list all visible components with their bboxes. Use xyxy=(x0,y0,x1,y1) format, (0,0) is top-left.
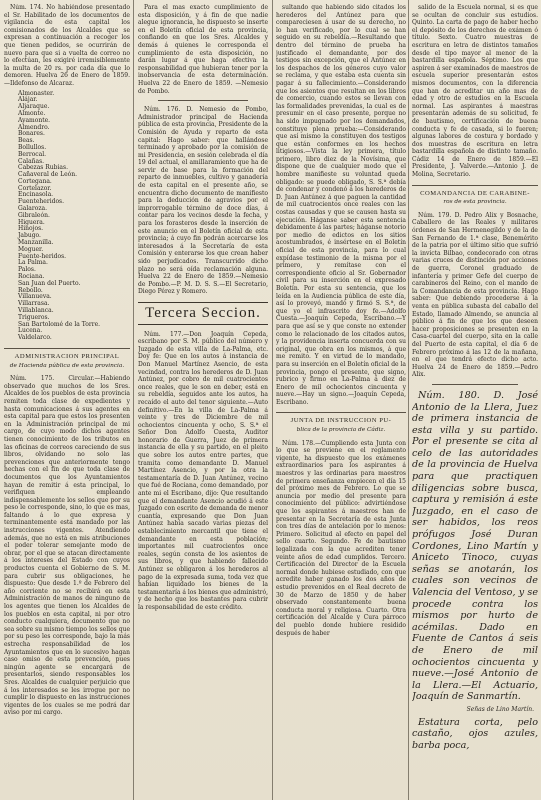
town-list-item: Moguer. xyxy=(18,245,44,253)
town-list-item: Higuera. xyxy=(18,218,45,226)
town-list xyxy=(4,91,130,342)
column-rule xyxy=(272,0,273,800)
town-list-item: Rociana. xyxy=(18,273,45,281)
town-list-item: Fuente-heridos. xyxy=(18,252,67,260)
town-list-item: Rebollo. xyxy=(18,286,43,294)
notice-176: Núm. 176. D. Nemesio de Pombo, Administrador principal de Hacienda pública de esta provincia, Presidente de la Comisión de Ayuda y reparto de esta capital: Hago saber: que hallándose terminado y aprobado por la comisión de mi Presidencia, en sesión celebrada el día 19 del actual, el amillaramiento que ha de servir de base para la formación del reparto de inmuebles, cultivo y ganadería de esta capital en el presente año, se encuentra dicho documento de manifiesto para la deducción de agravios por el improrrogable término de doce días, á contar para los vecinos desde la fecha, y para los forasteros desde la inserción de este anuncio en el Boletín oficial de esta provincia; á cuyo fin podrán acercarse los interesados á la Secretaría de esta Comisión y enterarse los que crean haber sido perjudicados. Transcurrido dicho plazo no será oída reclamación alguna. Huelva 22 de Enero de 1859.—Nemesio de Pombo.—P. M. D. S. S.—El Secretario, Diego Pérez y Romero. xyxy=(138,106,268,296)
town-list-item: Alájar. xyxy=(18,96,38,104)
town-list-item: San Bartolomé de la Torre. xyxy=(18,320,101,328)
section-banner: Tercera Seccion. xyxy=(138,302,268,325)
town-list-item: Cañaveral de León. xyxy=(18,171,78,179)
section-heading-junta: JUNTA DE INSTRUCCION PU- xyxy=(276,412,406,425)
notice-178: Núm. 178.—Cumpliendo esta Junta con lo que se previene en el reglamento vigente, ha dispuesto que los exámenes extraordinarios para los aspirantes á maestros y las ordinarias para maestros de primera enseñanza empiecen el día 15 del próximo mes de Febrero. Lo que se anuncia por medio del presente para conocimiento del público: advirtiéndose que los aspirantes á maestros han de presentar en la Secretaría de esta Junta con tres días de antelación por lo menos: Primero. Solicitud al efecto en papel del sello cuarto. Segundo. Fe de bautismo legalizada con la que acrediten tener veinte años de edad cumplidos. Tercero. Certificación del Director de la Escuela normal donde hubiese estudiado, con que acredite haber ganado los dos años de estudio prevenidos en el Real decreto de 30 de Marzo de 1850 y de haber observado constantemente buena conducta moral y religiosa. Cuarto. Otra certificación del Alcalde y Cura párroco del pueblo donde hubiere residido después de haber xyxy=(276,439,406,637)
description-text: Estatura corta, pelo castaño, ojos azules, barba poca, xyxy=(412,716,538,751)
column-1 xyxy=(4,4,130,796)
town-list-item: Galaroza. xyxy=(18,205,47,213)
town-list-item: Almonaster. xyxy=(18,89,55,97)
town-list-item: Villanueva. xyxy=(18,293,52,301)
town-list-item: Fuenteheridos. xyxy=(18,198,65,206)
town-list-item: La Palma. xyxy=(18,259,48,267)
notice-180: Núm. 180. D. José Antonio de la Llera, Juez de primera instancia de esta villa y su partido. Por el presente se cita al celo de las autoridades de la provincia de Huelva para que practiquen diligencias sobre busca, captura y remisión á este Juzgado, en el caso de ser habidos, los reos prófugos José Duran Cordones, Lino Martín y Aniceto Tinoco, cuyas señas se anotarán, los cuales son vecinos de Valencia del Ventoso, y se procede contra los mismos por hurto de acémilas. Dado en Fuente de Cantos á seis de Enero de mil ochocientos cincuenta y nueve.—José Antonio de la Llera.—El Actuario, Joaquín de Sanmartín. xyxy=(412,389,538,703)
notice-179: Núm. 179. D. Pedro Alix y Bosnache, Caballero de las Reales y militares órdenes de San Hermenegildo y de la de San Fernando de 1.ª clase, Benemérito de la patria por el último sitio que sufrió la invicta Bilbao, condecorado con otras varias cruces de distinción por acciones de guerra, Coronel graduado de infantería y primer Gefe del cuerpo de carabineros del Reino, con el mando de la Comandancia de esta provincia. Hago saber: Que debiendo procederse á la venta en pública subasta del caballo del Estado, llamado Almendo, se anuncia al público á fin de que los que deseen hacer proposiciones se presenten en la Casa-cuartel del cuerpo, sita en la calle del Puerto de esta capital, el día 6 de Febrero próximo á las 12 de la mañana, en el que tendrá efecto dicho acto. Huelva 24 de Enero de 1859.—Pedro Alix. xyxy=(412,211,538,379)
section-subheading-admin: de Hacienda pública de esta provincia. xyxy=(9,362,125,369)
town-list-item: Cortegana. xyxy=(18,177,52,185)
column-rule xyxy=(408,0,409,800)
column-3 xyxy=(276,4,406,796)
column-rule xyxy=(133,0,134,800)
section-heading-admin: ADMINISTRACION PRINCIPAL xyxy=(4,348,130,361)
town-list-item: Bollullos. xyxy=(18,143,47,151)
town-list-item: Almonte. xyxy=(18,109,46,117)
town-list-item: Villarrasa. xyxy=(18,300,50,308)
town-list-item: Beas. xyxy=(18,137,35,145)
town-list-item: Cortelazor. xyxy=(18,184,52,192)
town-list-item: Hinojos. xyxy=(18,225,44,233)
divider xyxy=(432,384,518,385)
town-list-item: Gibraleón. xyxy=(18,211,50,219)
town-list-item: Manzanilla. xyxy=(18,239,54,247)
notice-174: Núm. 174. No habiéndose presentado el Sr. Habilitado de los documentos de vigilancia de esta capital los comisionados de los Alcaldes que se expresan a continuación a recoger los que tienen pedidos, se ocurrirán de nuevo para que si a vuelta de correo no lo efectúan, les exigiré irremisiblemente la multa de 20 rs. por cada día que lo demoren. Huelva 26 de Enero de 1859. —Ildefonso de Alcaraz. xyxy=(4,4,130,87)
town-list-item: Bonares. xyxy=(18,130,45,138)
town-list-item: Aljaraque. xyxy=(18,103,50,111)
town-list-item: Lucena. xyxy=(18,327,43,335)
town-list-item: Cabezas Rubias. xyxy=(18,164,68,172)
notice-178-cont: salido de la Escuela normal, si es que se ocultan de concluir sus estudios. Quinto. La carta de pago de haber hecho el depósito de los derechos de exámen ó título. Sexto. Cuatro muestras de escritura en letra de distintos tamaños desde el tipo mayor al menor de la bastardilla española. Séptimo. Los que aspiren á ser examinados de maestros de escuela superior presentarán estos mismos documentos, con la diferencia que han de acreditar un año mas de edad y otro de estudios en la Escuela normal. Las aspirantes á maestras presentarán además de su solicitud, fe de bautismo, certificación de buena conducta y fe de casada, si lo fueren; algunas labores de costura y bordado y dos muestras de escritura en letra bastardilla española de distinto tamaño. Cádiz 14 de Enero de 1859.—El Presidente, J. Valverde.—Antonio J. de Molina, Secretario. xyxy=(412,4,538,179)
town-list-item: Calañas. xyxy=(18,157,45,165)
description-heading: Señas de Lino Martín. xyxy=(466,705,534,713)
town-list-item: Villablanca. xyxy=(18,307,54,315)
town-list-item: San Juan del Puerto. xyxy=(18,279,81,287)
section-subheading-carabineros: ros de esta provincia. xyxy=(443,199,507,206)
column-4 xyxy=(412,4,538,796)
column-2 xyxy=(138,4,268,796)
town-list-item: Berrocal. xyxy=(18,150,47,158)
section-heading-carabineros: COMANDANCIA DE CARABINE- xyxy=(412,185,538,198)
town-list-item: Trigueros. xyxy=(18,313,50,321)
notice-177-cont: sultando que habiendo sido citados los herederos del Antúnez para que compareciesen á usar de su derecho, no lo han verificado, por lo cual se han seguido en su rebeldía.—Resultando que dentro del término de prueba ha justificado el demandante, por dos testigos sin excepción, que el Antúnez en los despachos de los géneros cuyo valor se reclama, y que estaba esta cuenta sin pagar á su fallecimiento.—Considerando que los asientos que resultan en los libros de comercio, cuando estos se llevan con las formalidades prevenidas, la cual es de presumir en el caso presente, porque no ha sido impugnado por los demandados, constituye plena prueba:—Considerando que así mismo la constituyen dos testigos que están conformes en los hechos litigiosos.—Vista la ley primera, título primero, libro diez de la Novísima, que dispone que de cualquier modo que el hombre manifieste su voluntad queda obligado: se puede obligado, S. S.ª debía de condenar y condenó á los herederos de D. Juan Antúnez á que paguen la cantidad de mil cuatrocientos once reales con las costas causadas y que se causen hasta su ejecución. Háganse saber esta sentencia debidamente á las partes; háganse notorio por medio de edictos en los sitios acostumbrados, é insértese en el Boletín oficial de esta provincia, para lo cual expídase testimonio de la misma por el primero, y remítase con el correspondiente oficio al Sr. Gobernador civil para su inserción en el expresado Boletín. Por esta su sentencia, que los leída en la Audiencia pública de este día, así lo proveyó, mandó y firmó S. S.ª, de que yo el infrascrito doy fe.—Adolfo Cuesta.—Joaquín Cepeda, Escribano.—Y para que así se y que conste no extender como le relacionado de los citados autos, y la providencia inserta concuerda con su original, que obra en los mismos, á que me remito. Y en virtud de lo mandado, para su inserción en el Boletín oficial de la provincia, pongo el presente, que signo, rubrico y firmo en La-Palma á diez de Enero de mil ochocientos cincuenta y nueve.—Hay un signo.—Joaquín Cepeda, Escribano. xyxy=(276,4,406,406)
town-list-item: Palos. xyxy=(18,266,36,274)
divider xyxy=(158,100,248,101)
town-list-item: Almendro. xyxy=(18,123,50,131)
section-subheading-junta: blica de la provincia de Cádiz. xyxy=(296,427,386,434)
town-list-item: Ayamonte. xyxy=(18,116,51,124)
town-list-item: Valdelarco. xyxy=(18,334,52,342)
notice-175-cont: Para el mas exacto cumplimiento de esta disposición, y á fin de que nadie alegue ignorancia, he dispuesto se inserte en el Boletín oficial de esta provincia, confiando en que los Sres. Alcaldes y demás á quienes le corresponda el cumplimiento de esta disposición, no darán lugar á que haga efectiva la responsabilidad que hubieran tener por la inobservancia de esta determinación. Huelva 22 de Enero de 1859. —Nemesio de Pombo. xyxy=(138,4,268,95)
notice-175: Núm. 175. Circular.—Habiendo observado que muchos de los Sres. Alcaldes de los pueblos de esta provincia remiten toda clase de expedientes y hasta comunicaciones á sus agentes en esta capital para que estos los presenten en la Administración principal de mi cargo, de cuyo modo dichos agentes tienen conocimiento de los tributos en las oficinas de correos careciendo de sus libros, olvidando no solo las prevenciones que anteriormente tengo hechas con el fin de que toda clase de documentos que los Ayuntamientos hayan de remitir á esta principal, lo verifiquen empleando indispensablemente los sellos que por su peso le corresponde, sino, lo que es mas, faltando á lo que expresa y terminantemente está mandado por las instrucciones vigentes. Atendiendo además, que no está en mis atribuciones el poder tolerar semejante modo de obrar, por el que se atacan directamente á los intereses del Estado con cuyos productos cuenta el Gobierno de S. M. para cubrir sus obligaciones, he dispuesto: Que desde 1.º de Febrero del año corriente no se recibirá en esta Administración de manos de ninguno de los agentes que tienen los Alcaldes de los pueblos en esta capital, ni por otro conducto cualquiera, documento que no sea sobre su mismo tiempo los sellos que por su peso les corresponde, bajo la más estrecha responsabilidad de los Ayuntamientos que en lo sucesivo hagan caso omiso de esta prevención, pues ningún agente se encargará de presentarlos, siendo responsables los Sres. Alcaldes de cualquier perjuicio que á los interesados se les irrogue por no cumplir lo dispuesto en las instrucciones vigentes de los cuales se me podrá dar aviso por mi cargo. xyxy=(4,375,130,717)
town-list-item: Encinasola. xyxy=(18,191,54,199)
town-list-item: Jabugo. xyxy=(18,232,41,240)
notice-177: Núm. 177.—Don Joaquín Cepeda, escribano por S. M. público del número y Juzgado de esta villa de La-Palma, etc. Doy fe: Que en los autos á instancia de Don Manuel Martínez Asencio, de esta vecindad, contra los herederos de D. Juan Antúnez, por cobro de mil cuatrocientos once reales, que le son en deber, está en su rebeldía, seguidos ante los autos, ha recaído el auto del tenor siguiente.—Auto definitivo.—En la villa de La-Palma á veinte y tres de Diciembre de mil ochocientos cincuenta y ocho, S. S.ª el Señor Don Adolfo Cuesta, Auditor honorario de Guerra, Juez de primera instancia de ella y su partido, en el pleito que sobre los autos entre partes, que tramita como demandante D. Manuel Martínez Asencio, y por la otra la testamentaría de D. Juan Antúnez, vecino que fué de Rociana, como demandado, por ante mi el Escribano, dijo: Que resultando que el demandante Asencio acudió á este Juzgado con escrito de demanda de menor cuantía, expresando que Don Juan Antúnez había sacado varias piezas del establecimiento mercantil que tiene el demandante en esta población; importantes mil cuatrocientos once reales, según consta de los asientos de sus libros, y que habiendo fallecido Antúnez se obligaron á los herederos al pago de la expresada suma, toda vez que habían liquidado los bienes de la testamentaría á los bienes que administró, y de hecho que los bastantes para cubrir la responsabilidad de este crédito. xyxy=(138,330,268,611)
